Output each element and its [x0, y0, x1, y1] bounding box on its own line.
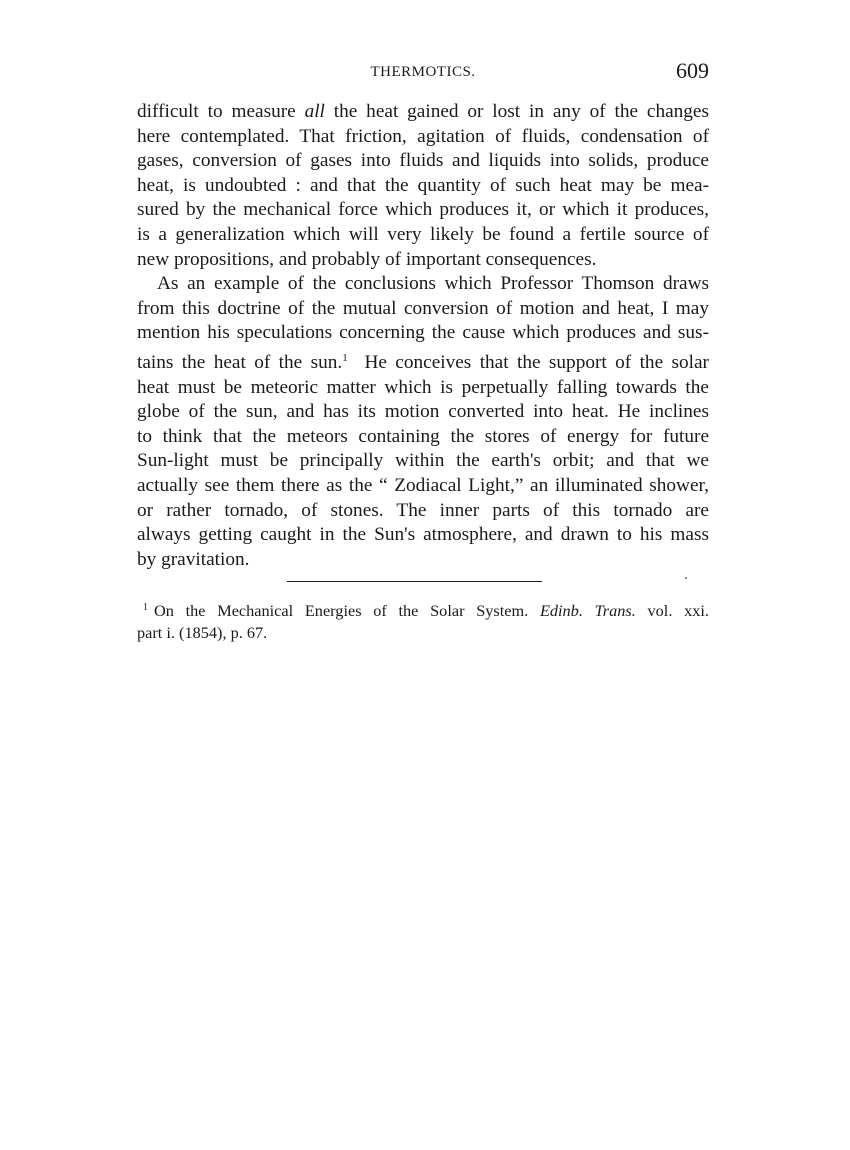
footnote-line	[137, 597, 709, 622]
text-line	[137, 346, 709, 376]
footnote-reference[interactable]: 1	[342, 351, 348, 364]
text-line: to think that the meteors containing the stores of energy for future	[137, 425, 709, 447]
text-line: globe of the sun, and has its motion converted into heat. He inclines	[137, 401, 709, 423]
text-line: Sun-light must be principally within the earth's orbit; and that we	[137, 450, 709, 472]
print-speck	[685, 577, 687, 579]
footnote-line: part i. (1854), p. 67.	[137, 623, 268, 642]
text-line: from this doctrine of the mutual conversion of motion and heat, I may	[137, 297, 709, 319]
text-span: difficult to measure	[137, 101, 305, 122]
paragraph	[137, 100, 709, 272]
text-line: gases, conversion of gases into fluids and liquids into solids, produce	[137, 150, 709, 172]
body-text	[137, 100, 709, 572]
text-span: tains the heat of the sun.	[137, 351, 343, 373]
footnote-marker: 1	[143, 602, 148, 613]
footnote-journal: Edinb. Trans.	[539, 601, 636, 620]
footnote-divider	[287, 581, 542, 582]
text-line: heat, is undoubted : and that the quantity of such heat may be mea-	[137, 174, 709, 196]
text-line: new propositions, and probably of important consequences.	[137, 248, 597, 270]
page-number: 609	[676, 58, 709, 83]
text-line: mention his speculations concerning the cause which produces and sus-	[137, 322, 709, 344]
text-line: here contemplated. That friction, agitation of fluids, condensation of	[137, 125, 709, 147]
footnote-text: On the Mechanical Energies of the Solar System.	[154, 601, 529, 620]
running-title: THERMOTICS.	[370, 64, 476, 80]
text-line	[137, 100, 709, 125]
text-line: always getting caught in the Sun's atmosphere, and drawn to his mass	[137, 524, 709, 546]
text-line: As an example of the conclusions which Professor Thomson draws	[157, 273, 709, 295]
footnote-volume: vol. xxi.	[647, 601, 709, 620]
italic-text: all	[304, 101, 325, 122]
text-span: the heat gained or lost in any of the changes	[324, 101, 709, 122]
paragraph	[137, 272, 709, 572]
text-line: or rather tornado, of stones. The inner parts of this tornado are	[137, 499, 709, 521]
text-line: sured by the mechanical force which produces it, or which it produces,	[137, 199, 709, 221]
text-line: actually see them there as the “ Zodiacal Light,” an illuminated shower,	[137, 474, 709, 496]
text-line: by gravitation.	[137, 548, 250, 570]
text-span: He conceives that the support of the solar	[347, 351, 709, 373]
text-line: is a generalization which will very likely be found a fertile source of	[137, 223, 709, 245]
running-head	[137, 58, 709, 88]
text-line: heat must be meteoric matter which is perpetually falling towards the	[137, 376, 709, 398]
footnotes	[137, 597, 709, 644]
